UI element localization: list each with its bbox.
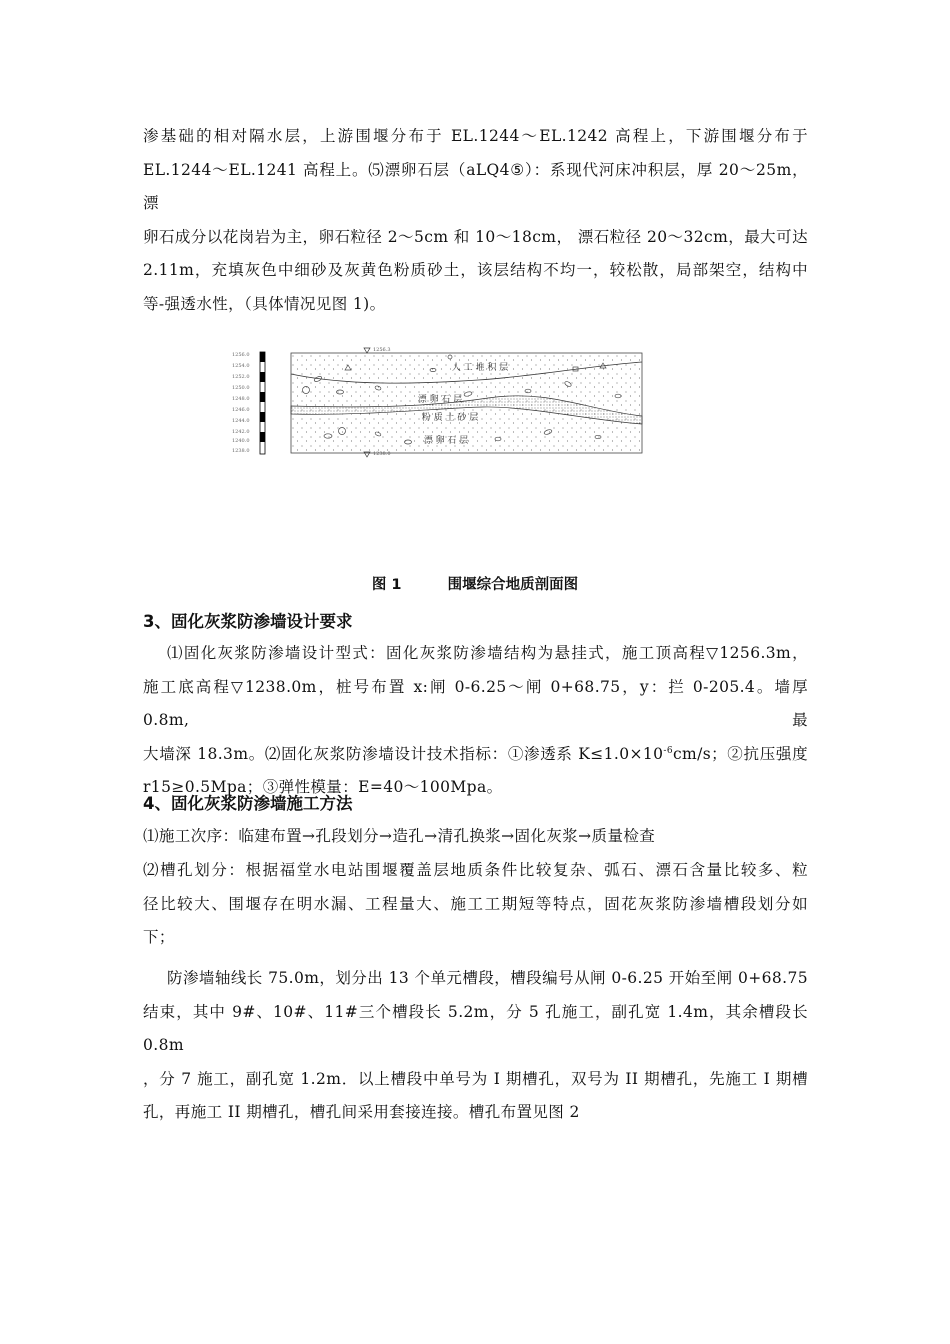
- s3-line-2: 施工底高程▽1238.0m，桩号布置 x:闸 0-6.25～闸 0+68.75，y：拦 0-205.4。墙厚 0.8m,最: [143, 677, 808, 729]
- s4-p3-line-1: 防渗墙轴线长 75.0m，划分出 13 个单元槽段，槽段编号从闸 0-6.25 开始至闸 0+68.75: [167, 969, 808, 987]
- elev-1: 1254.0: [232, 363, 250, 369]
- section-4-wall-details: [143, 962, 808, 1130]
- section-3-heading: 3、固化灰浆防渗墙设计要求: [143, 612, 353, 631]
- layer-label-gravel-2: 漂 卵 石 层: [423, 436, 469, 446]
- s4-p3-line-2: 结束，其中 9#、10#、11#三个槽段长 5.2m，分 5 孔施工，副孔宽 1.4m，其余槽段长 0.8m: [143, 1002, 808, 1054]
- s3-line-3-text: 大墙深 18.3m。⑵固化灰浆防渗墙设计技术指标：①渗透系 K≤1.0×10: [143, 744, 664, 763]
- elev-7: 1242.0: [232, 429, 250, 435]
- elev-6: 1244.0: [232, 418, 250, 424]
- elev-0: 1256.0: [232, 352, 250, 358]
- s4-p3-line-3: ，分 7 施工，副孔宽 1.2m．以上槽段中单号为 I 期槽孔，双号为 II 期槽孔，先施工 I 期槽: [143, 1069, 808, 1088]
- intro-paragraph: [143, 120, 808, 321]
- figure-caption: [0, 573, 950, 594]
- caption-title: 围堰综合地质剖面图: [447, 577, 579, 593]
- elev-4: 1248.0: [232, 396, 250, 402]
- section-3-paragraph: [143, 637, 808, 805]
- top-elevation-label: 1256.3: [373, 347, 391, 353]
- geology-section-svg: [228, 344, 648, 460]
- top-level-marker: [364, 347, 391, 353]
- section-4-heading: 4、固化灰浆防渗墙施工方法: [143, 794, 353, 813]
- caption-number: 图 1: [371, 577, 402, 593]
- layer-label-gravel-1: 漂 卵 石 层: [417, 395, 463, 405]
- bottom-elevation-label: 1238.0: [373, 451, 391, 457]
- elevation-labels: [232, 352, 250, 454]
- intro-line-4: 2.11m，充填灰色中细砂及灰黄色粉质砂土，该层结构不均一，较松散，局部架空，结构中: [143, 261, 808, 279]
- elev-8: 1240.0: [232, 438, 250, 444]
- section-4-construction-order: ⑴施工次序：临建布置→孔段划分→造孔→清孔换浆→固化灰浆→质量检查: [143, 827, 656, 845]
- exponent: -6: [663, 745, 673, 756]
- elev-3: 1250.0: [232, 385, 250, 391]
- s3-line-3: [143, 738, 808, 772]
- s3-line-1: ⑴固化灰浆防渗墙设计型式：固化灰浆防渗墙结构为悬挂式，施工顶高程▽1256.3m，: [167, 644, 808, 662]
- section-4-slot-division: [143, 854, 808, 955]
- s3-line-3-tail: cm/s；②抗压强度: [672, 744, 808, 763]
- intro-line-3: 卵石成分以花岗岩为主，卵石粒径 2～5cm 和 10～18cm， 漂石粒径 20～32cm，最大可达: [143, 227, 808, 246]
- s4-p2-line-3: 下；: [143, 928, 175, 946]
- layer-label-silty-sand: 粉 质 土 砂 层: [421, 413, 479, 423]
- geology-section-figure: [228, 344, 648, 460]
- elev-2: 1252.0: [232, 374, 250, 380]
- intro-line-1: 渗基础的相对隔水层，上游围堰分布于 EL.1244～EL.1242 高程上，下游围堰分布于: [143, 127, 808, 145]
- s4-p2-line-1: ⑵槽孔划分：根据福堂水电站围堰覆盖层地质条件比较复杂、弧石、漂石含量比较多、粒: [143, 861, 808, 879]
- s4-p3-line-4: 孔，再施工 II 期槽孔，槽孔间采用套接连接。槽孔布置见图 2: [143, 1103, 580, 1121]
- scale-bar: [260, 352, 265, 454]
- layer-label-fill: 人 工 堆 积 层: [451, 363, 509, 373]
- bottom-level-marker: [364, 451, 391, 457]
- elev-9: 1238.0: [232, 448, 250, 454]
- intro-line-5: 等-强透水性，（具体情况见图 1)。: [143, 294, 386, 313]
- s3-line-4: r15≥0.5Mpa；③弹性模量：E=40～100Mpa。: [143, 778, 503, 796]
- intro-line-2: EL.1244～EL.1241 高程上。⑸漂卵石层（aLQ4⑤）：系现代河床冲积层，厚 20～25m， 漂: [143, 160, 808, 212]
- elev-5: 1246.0: [232, 407, 250, 413]
- s4-p2-line-2: 径比较大、围堰存在明水漏、工程量大、施工工期短等特点，固花灰浆防渗墙槽段划分如: [143, 894, 808, 913]
